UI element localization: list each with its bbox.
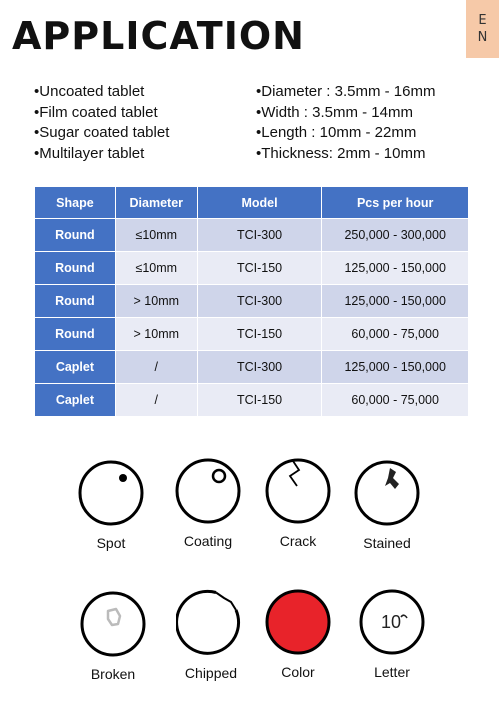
diameter-cell: / [115, 384, 197, 417]
column-header: Shape [35, 187, 116, 219]
tablet-dimension-list [256, 82, 435, 164]
color-tablet-icon [263, 587, 333, 657]
spot-tablet-icon [76, 458, 146, 528]
column-header: Diameter [115, 187, 197, 219]
list-item: • Film coated tablet [34, 103, 169, 124]
defect-label: Broken [90, 666, 136, 682]
language-tab[interactable] [466, 0, 499, 58]
column-header: Pcs per hour [322, 187, 469, 219]
defect-label: Chipped [184, 665, 238, 681]
defect-chipped [171, 588, 251, 681]
shape-cell: Round [35, 252, 116, 285]
shape-cell: Round [35, 219, 116, 252]
list-item: • Thickness: 2mm - 10mm [256, 144, 435, 165]
defect-label: Stained [363, 535, 411, 551]
defect-label: Letter [374, 664, 410, 680]
defect-stained [347, 458, 427, 551]
defect-broken [73, 589, 153, 682]
list-item: • Diameter : 3.5mm - 16mm [256, 82, 435, 103]
broken-tablet-icon [78, 589, 148, 659]
capacity-cell: 125,000 - 150,000 [322, 285, 469, 318]
column-header: Model [197, 187, 322, 219]
list-item: • Length : 10mm - 22mm [256, 123, 435, 144]
letter-sample: 10 [381, 612, 402, 632]
diameter-cell: / [115, 351, 197, 384]
defect-spot [71, 458, 151, 551]
shape-cell: Caplet [35, 351, 116, 384]
table-row [35, 318, 469, 351]
table-row [35, 384, 469, 417]
shape-cell: Caplet [35, 384, 116, 417]
diameter-cell: > 10mm [115, 318, 197, 351]
model-cell: TCI-300 [197, 219, 322, 252]
diameter-cell: ≤10mm [115, 252, 197, 285]
defect-label: Spot [96, 535, 126, 551]
table-row [35, 252, 469, 285]
model-cell: TCI-300 [197, 285, 322, 318]
capacity-cell: 60,000 - 75,000 [322, 384, 469, 417]
table-row [35, 351, 469, 384]
stained-tablet-icon [352, 458, 422, 528]
table-row [35, 285, 469, 318]
model-cell: TCI-150 [197, 318, 322, 351]
table-row [35, 219, 469, 252]
defect-label: Coating [183, 533, 233, 549]
capacity-cell: 125,000 - 150,000 [322, 252, 469, 285]
tablet-type-list [34, 82, 169, 164]
list-item: • Sugar coated tablet [34, 123, 169, 144]
model-cell: TCI-150 [197, 252, 322, 285]
capacity-cell: 250,000 - 300,000 [322, 219, 469, 252]
defect-color [258, 587, 338, 680]
defect-label: Color [281, 664, 315, 680]
capacity-table [34, 186, 469, 417]
shape-cell: Round [35, 318, 116, 351]
capacity-cell: 60,000 - 75,000 [322, 318, 469, 351]
defect-coating [168, 456, 248, 549]
language-letter: N [477, 30, 488, 45]
page-title: APPLICATION [12, 14, 305, 58]
defect-label: Crack [279, 533, 317, 549]
diameter-cell: > 10mm [115, 285, 197, 318]
list-item: • Width : 3.5mm - 14mm [256, 103, 435, 124]
crack-tablet-icon [263, 456, 333, 526]
shape-cell: Round [35, 285, 116, 318]
list-item: • Multilayer tablet [34, 144, 169, 165]
table-header-row [35, 187, 469, 219]
coating-tablet-icon [173, 456, 243, 526]
chipped-tablet-icon [176, 588, 246, 658]
capacity-cell: 125,000 - 150,000 [322, 351, 469, 384]
model-cell: TCI-300 [197, 351, 322, 384]
model-cell: TCI-150 [197, 384, 322, 417]
defect-crack [258, 456, 338, 549]
list-item: • Uncoated tablet [34, 82, 169, 103]
letter-tablet-icon [357, 587, 427, 657]
defect-letter [352, 587, 432, 680]
diameter-cell: ≤10mm [115, 219, 197, 252]
language-letter: E [478, 13, 487, 28]
